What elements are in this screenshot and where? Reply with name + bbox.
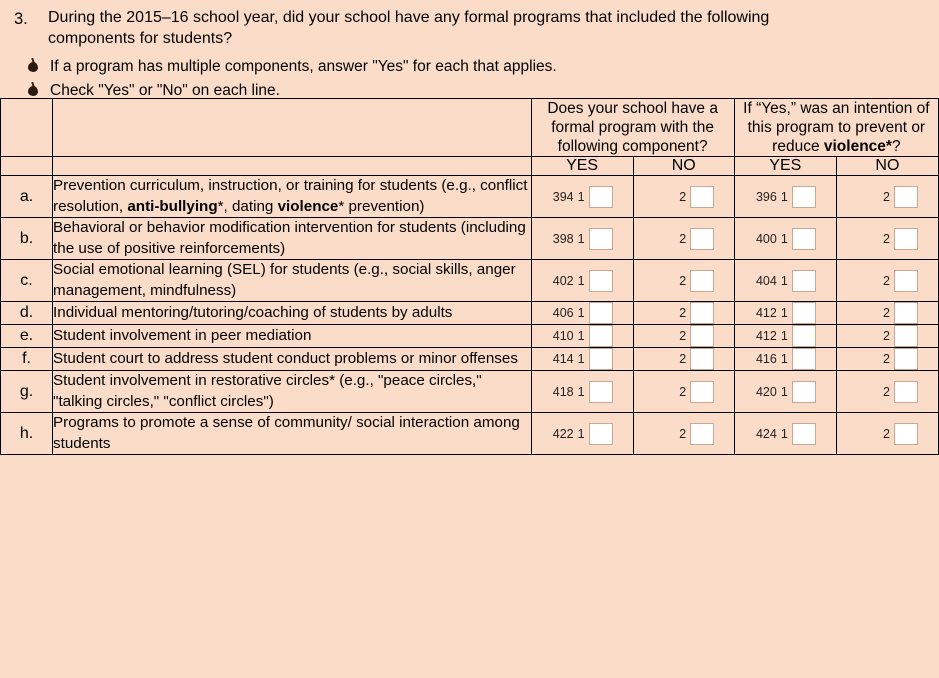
option-number: 1	[780, 426, 788, 441]
response-checkbox[interactable]	[589, 325, 613, 347]
row-item-text: Student involvement in peer mediation	[53, 325, 532, 348]
question-number: 3.	[14, 10, 28, 28]
answer-cell[interactable]	[531, 218, 633, 260]
response-checkbox[interactable]	[589, 186, 613, 208]
answer-cell[interactable]	[734, 348, 836, 371]
answer-cell[interactable]	[734, 218, 836, 260]
item-code: 398	[552, 231, 574, 246]
answer-cell[interactable]	[734, 371, 836, 413]
instruction-text: If a program has multiple components, answer "Yes" for each that applies.	[50, 58, 557, 75]
option-number: 1	[577, 231, 585, 246]
subheader-no-1: NO	[633, 157, 734, 176]
option-number: 1	[577, 306, 585, 320]
grid-corner-blank	[53, 157, 532, 176]
column-group-1-header: Does your school have a formal program with the following component?	[531, 99, 734, 157]
row-item-text: Student involvement in restorative circles* (e.g., "peace circles," "talking circles," "conflict circles")	[53, 371, 532, 413]
response-checkbox[interactable]	[690, 270, 714, 292]
option-number: 1	[780, 329, 788, 343]
item-code: 406	[552, 306, 574, 320]
apple-bullet-icon	[28, 56, 50, 78]
option-number: 2	[882, 426, 890, 441]
item-code: 424	[755, 426, 777, 441]
response-checkbox[interactable]	[894, 228, 918, 250]
response-checkbox[interactable]	[894, 270, 918, 292]
answer-cell[interactable]	[836, 371, 938, 413]
instruction-list	[28, 56, 939, 102]
option-number: 2	[882, 273, 890, 288]
response-checkbox[interactable]	[792, 270, 816, 292]
response-checkbox[interactable]	[690, 302, 714, 324]
subheader-yes-2: YES	[734, 157, 836, 176]
row-letter: a.	[1, 176, 53, 218]
grid-subheader-row	[1, 157, 939, 176]
answer-cell[interactable]	[531, 348, 633, 371]
answer-cell[interactable]	[836, 348, 938, 371]
item-code: 410	[552, 329, 574, 343]
answer-cell[interactable]	[531, 325, 633, 348]
row-letter: c.	[1, 260, 53, 302]
answer-cell[interactable]	[531, 413, 633, 455]
answer-cell[interactable]	[633, 413, 734, 455]
row-item-text: Programs to promote a sense of community/ social interaction among students	[53, 413, 532, 455]
row-letter: g.	[1, 371, 53, 413]
option-number: 2	[882, 306, 890, 320]
item-code: 412	[755, 306, 777, 320]
answer-cell[interactable]	[836, 176, 938, 218]
answer-cell[interactable]	[734, 302, 836, 325]
response-checkbox[interactable]	[589, 302, 613, 324]
response-checkbox[interactable]	[792, 186, 816, 208]
answer-cell[interactable]	[531, 371, 633, 413]
item-code: 420	[755, 384, 777, 399]
option-number: 1	[577, 384, 585, 399]
response-checkbox[interactable]	[792, 325, 816, 347]
answer-cell[interactable]	[836, 218, 938, 260]
option-number: 2	[679, 352, 687, 366]
item-code: 422	[552, 426, 574, 441]
grid-body	[1, 176, 939, 455]
response-checkbox[interactable]	[792, 302, 816, 324]
option-number: 1	[577, 426, 585, 441]
option-number: 2	[679, 426, 687, 441]
answer-cell[interactable]	[531, 260, 633, 302]
answer-cell[interactable]	[734, 176, 836, 218]
table-row	[1, 348, 939, 371]
option-number: 1	[577, 273, 585, 288]
option-number: 2	[679, 231, 687, 246]
answer-cell[interactable]	[734, 325, 836, 348]
row-letter: d.	[1, 302, 53, 325]
answer-cell[interactable]	[633, 302, 734, 325]
table-row	[1, 176, 939, 218]
option-number: 2	[679, 306, 687, 320]
response-checkbox[interactable]	[690, 325, 714, 347]
grid-corner-blank	[1, 157, 53, 176]
item-code: 394	[552, 189, 574, 204]
option-number: 2	[882, 352, 890, 366]
answer-cell[interactable]	[531, 302, 633, 325]
answer-cell[interactable]	[633, 348, 734, 371]
row-letter: f.	[1, 348, 53, 371]
subheader-yes-1: YES	[531, 157, 633, 176]
item-code: 418	[552, 384, 574, 399]
column-group-2-header: If “Yes,” was an intention of this program to prevent or reduce violence*?	[734, 99, 938, 157]
response-checkbox[interactable]	[792, 381, 816, 403]
table-row	[1, 371, 939, 413]
answer-cell[interactable]	[836, 413, 938, 455]
response-checkbox[interactable]	[690, 186, 714, 208]
row-letter: e.	[1, 325, 53, 348]
response-checkbox[interactable]	[690, 348, 714, 370]
row-item-text: Social emotional learning (SEL) for students (e.g., social skills, anger management, mindfulness)	[53, 260, 532, 302]
option-number: 1	[780, 231, 788, 246]
option-number: 1	[780, 189, 788, 204]
row-item-text: Prevention curriculum, instruction, or training for students (e.g., conflict resolution, anti-bullying*, dating violence* prevention)	[53, 176, 532, 218]
response-checkbox[interactable]	[894, 423, 918, 445]
item-code: 416	[755, 352, 777, 366]
option-number: 1	[780, 384, 788, 399]
option-number: 1	[780, 273, 788, 288]
response-checkbox[interactable]	[589, 423, 613, 445]
row-item-text: Individual mentoring/tutoring/coaching of students by adults	[53, 302, 532, 325]
answer-cell[interactable]	[836, 260, 938, 302]
row-letter: h.	[1, 413, 53, 455]
option-number: 2	[679, 189, 687, 204]
table-row	[1, 260, 939, 302]
response-checkbox[interactable]	[894, 348, 918, 370]
answer-cell[interactable]	[633, 218, 734, 260]
option-number: 1	[780, 352, 788, 366]
answer-cell[interactable]	[836, 325, 938, 348]
answer-cell[interactable]	[633, 325, 734, 348]
response-grid	[0, 98, 939, 455]
grid-corner-blank	[53, 99, 532, 157]
instruction-text: Check "Yes" or "No" on each line.	[50, 82, 280, 99]
grid-corner-blank	[1, 99, 53, 157]
item-code: 404	[755, 273, 777, 288]
option-number: 2	[882, 329, 890, 343]
option-number: 2	[882, 189, 890, 204]
instruction-item	[28, 56, 939, 78]
table-row	[1, 325, 939, 348]
option-number: 2	[679, 384, 687, 399]
subheader-no-2: NO	[836, 157, 938, 176]
response-checkbox[interactable]	[589, 381, 613, 403]
response-checkbox[interactable]	[690, 228, 714, 250]
answer-cell[interactable]	[633, 371, 734, 413]
item-code: 414	[552, 352, 574, 366]
row-item-text: Student court to address student conduct problems or minor offenses	[53, 348, 532, 371]
response-checkbox[interactable]	[589, 270, 613, 292]
option-number: 2	[882, 231, 890, 246]
option-number: 1	[780, 306, 788, 320]
option-number: 2	[679, 273, 687, 288]
table-row	[1, 218, 939, 260]
item-code: 396	[755, 189, 777, 204]
response-checkbox[interactable]	[690, 423, 714, 445]
answer-cell[interactable]	[836, 302, 938, 325]
item-code: 402	[552, 273, 574, 288]
response-checkbox[interactable]	[589, 348, 613, 370]
grid-header-row	[1, 99, 939, 157]
option-number: 1	[577, 329, 585, 343]
option-number: 2	[882, 384, 890, 399]
answer-cell[interactable]	[633, 176, 734, 218]
response-checkbox[interactable]	[894, 302, 918, 324]
answer-cell[interactable]	[531, 176, 633, 218]
response-checkbox[interactable]	[792, 228, 816, 250]
answer-cell[interactable]	[734, 260, 836, 302]
option-number: 1	[577, 189, 585, 204]
option-number: 2	[679, 329, 687, 343]
row-letter: b.	[1, 218, 53, 260]
answer-cell[interactable]	[734, 413, 836, 455]
item-code: 400	[755, 231, 777, 246]
table-row	[1, 302, 939, 325]
row-item-text: Behavioral or behavior modification intervention for students (including the use of positive reinforcements)	[53, 218, 532, 260]
response-checkbox[interactable]	[894, 325, 918, 347]
item-code: 412	[755, 329, 777, 343]
response-checkbox[interactable]	[894, 381, 918, 403]
response-checkbox[interactable]	[894, 186, 918, 208]
response-checkbox[interactable]	[792, 348, 816, 370]
response-checkbox[interactable]	[690, 381, 714, 403]
question-header	[0, 0, 939, 49]
table-row	[1, 413, 939, 455]
response-checkbox[interactable]	[589, 228, 613, 250]
option-number: 1	[577, 352, 585, 366]
question-text: During the 2015–16 school year, did your school have any formal programs that included the following components for students?	[48, 9, 770, 47]
answer-cell[interactable]	[633, 260, 734, 302]
response-checkbox[interactable]	[792, 423, 816, 445]
